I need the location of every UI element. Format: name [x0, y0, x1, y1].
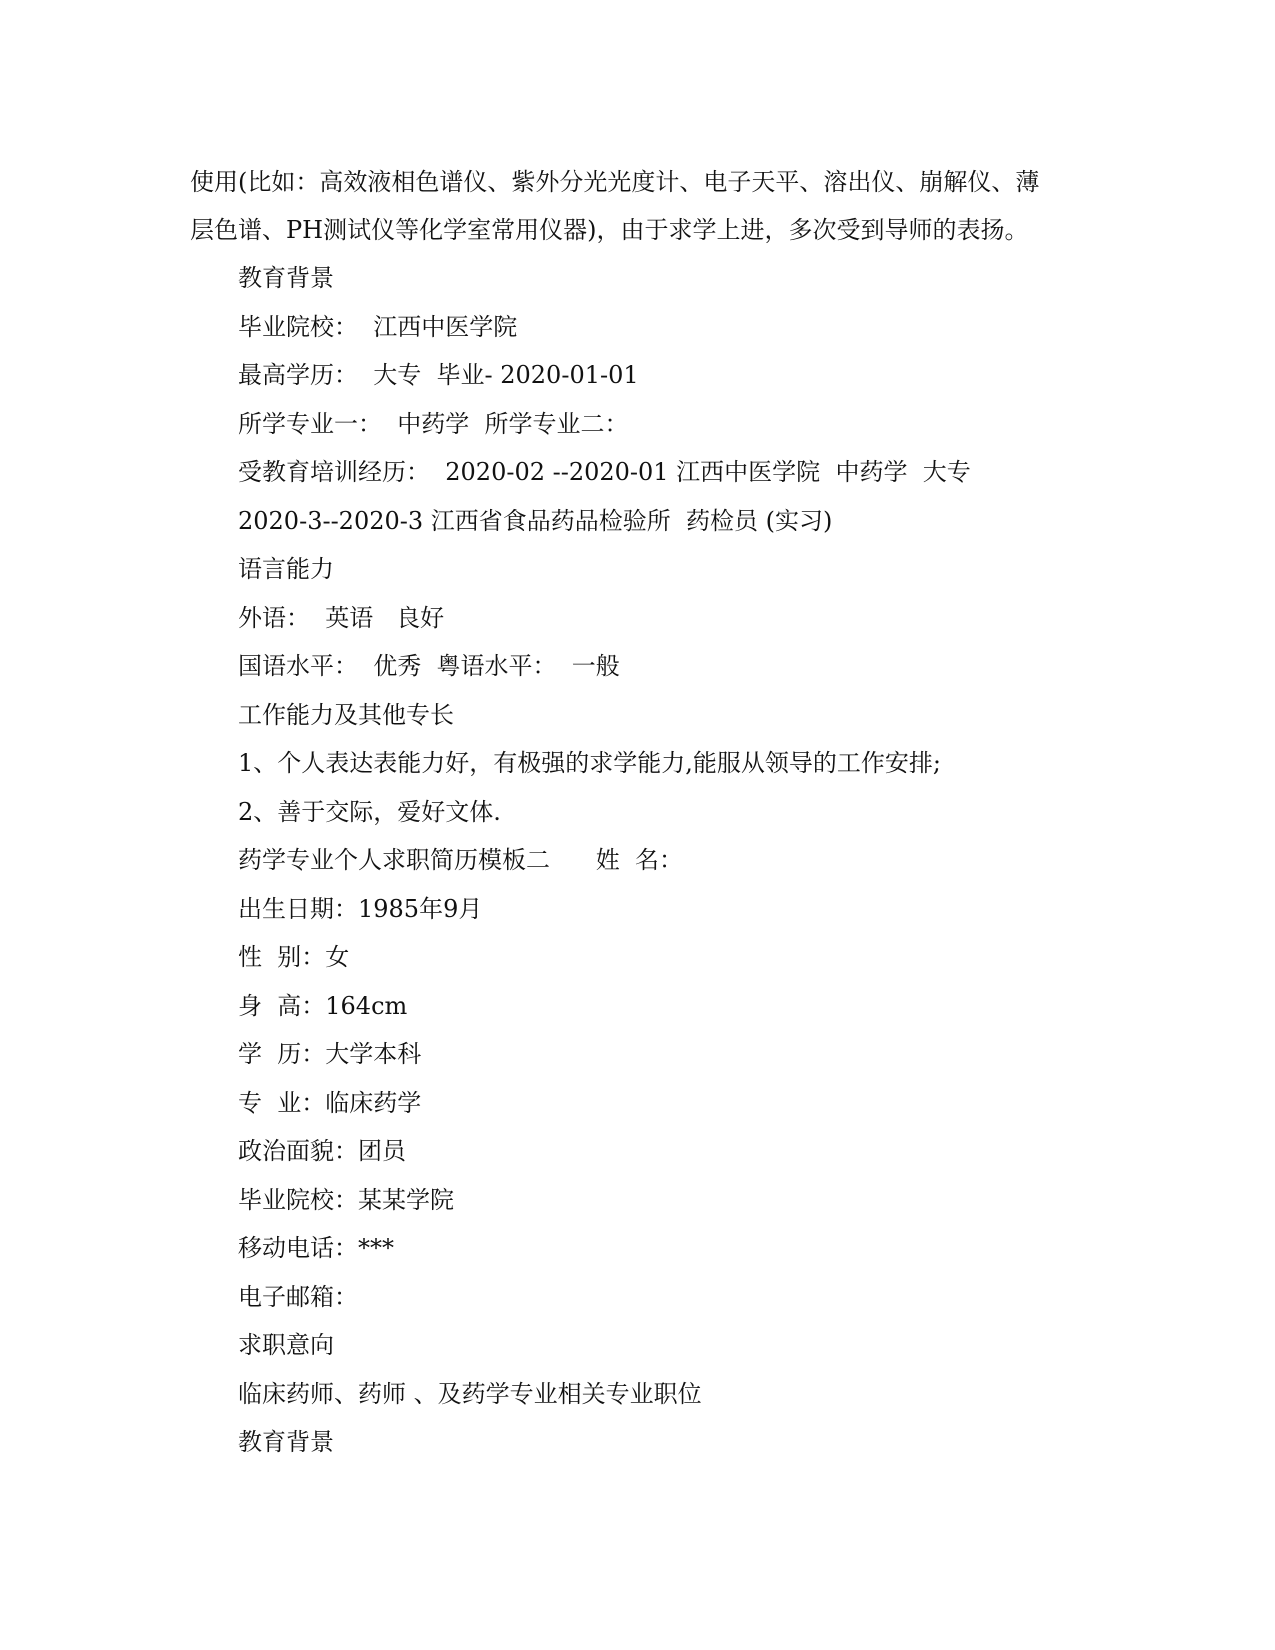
document-body	[190, 158, 1090, 1467]
section-heading-skills: 工作能力及其他专长	[238, 700, 454, 729]
section-heading-education-2: 教育背景	[238, 1428, 334, 1456]
political-status-line: 政治面貌：团员	[238, 1137, 406, 1165]
skill-item: 1、个人表达表能力好，有极强的求学能力,能服从领导的工作安排;	[238, 749, 941, 777]
school-line: 毕业院校：某某学院	[238, 1185, 454, 1214]
height-line: 身 高：164cm	[238, 991, 408, 1020]
intro-line: 使用(比如：高效液相色谱仪、紫外分光光度计、电子天平、溶出仪、崩解仪、薄	[190, 168, 1040, 196]
section-heading-education: 教育背景	[238, 264, 334, 292]
email-line: 电子邮箱：	[238, 1282, 358, 1311]
section-heading-language: 语言能力	[238, 555, 334, 583]
education-level-line: 学 历：大学本科	[238, 1040, 422, 1068]
intro-line: 层色谱、PH测试仪等化学室常用仪器)，由于求学上进，多次受到导师的表扬。	[190, 216, 1029, 244]
job-intention-line: 临床药师、药师 、及药学专业相关专业职位	[238, 1379, 702, 1408]
highest-degree-line: 最高学历： 大专 毕业- 2020-01-01	[238, 361, 639, 389]
section-heading-job-intention: 求职意向	[238, 1331, 334, 1359]
internship-line: 2020-3--2020-3 江西省食品药品检验所 药检员 (实习)	[238, 506, 833, 535]
major-line: 所学专业一： 中药学 所学专业二：	[238, 409, 629, 438]
training-history-line: 受教育培训经历： 2020-02 --2020-01 江西中医学院 中药学 大专	[238, 458, 971, 486]
mandarin-cantonese-line: 国语水平： 优秀 粤语水平： 一般	[238, 652, 620, 680]
template-two-title-line: 药学专业个人求职简历模板二 姓 名：	[238, 846, 684, 874]
foreign-language-line: 外语： 英语 良好	[238, 603, 445, 632]
specialty-line: 专 业：临床药学	[238, 1088, 422, 1117]
intro-paragraph	[190, 158, 1090, 254]
birth-date-line: 出生日期：1985年9月	[238, 894, 483, 923]
gender-line: 性 别：女	[238, 943, 350, 971]
skill-item: 2、善于交际，爱好文体.	[238, 797, 501, 826]
mobile-phone-line: 移动电话：***	[238, 1234, 394, 1262]
graduate-school-line: 毕业院校： 江西中医学院	[238, 312, 518, 341]
